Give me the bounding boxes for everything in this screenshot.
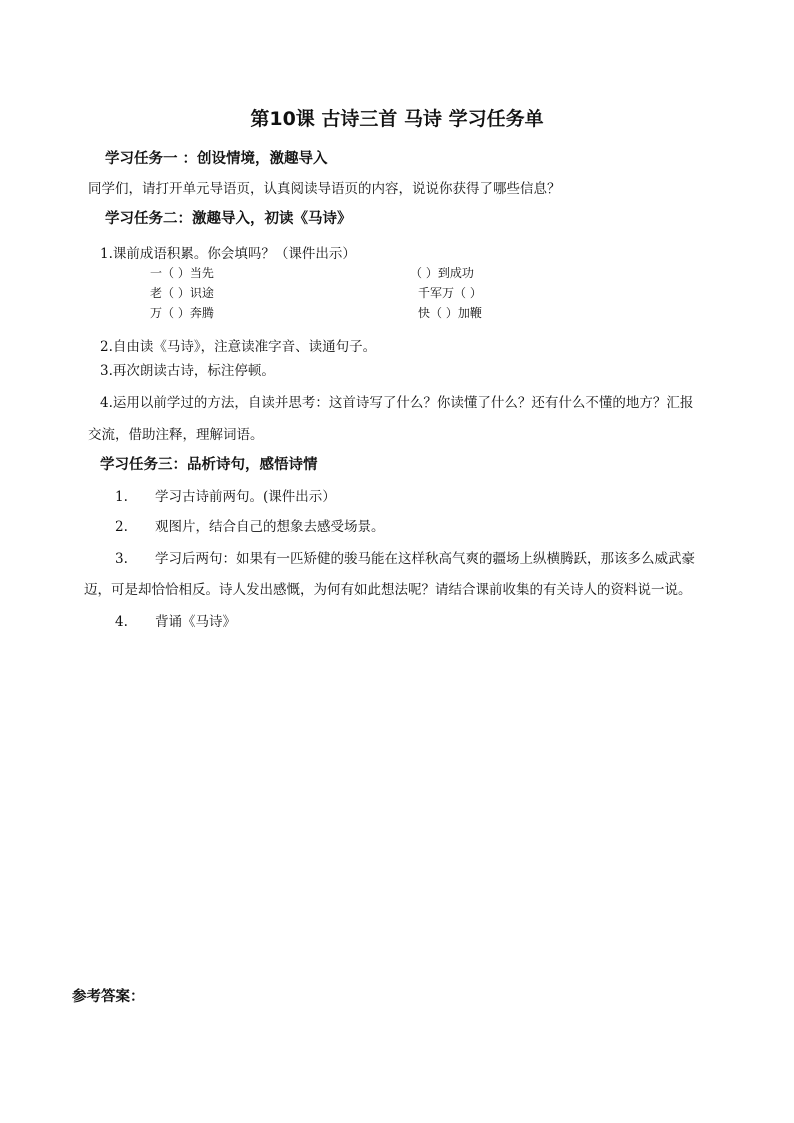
idiom-left-1: 一（ ）当先 xyxy=(150,266,214,280)
task3-item-3-text: 学习后两句：如果有一匹矫健的骏马能在这样秋高气爽的疆场上纵横腾跃，那该多么威武豪 xyxy=(155,551,695,567)
task3-item-1-num: 1. xyxy=(115,489,128,505)
task3-item-1-text: 学习古诗前两句。(课件出示） xyxy=(155,489,336,505)
task3-item-1 xyxy=(115,485,336,505)
task2-item2: 2.自由读《马诗》，注意读准字音、读通句子。 xyxy=(100,339,377,355)
task3-heading: 学习任务三：品析诗句，感悟诗情 xyxy=(100,457,318,473)
task3-item-3-line2: 迈，可是却恰恰相反。诗人发出感慨，为何有如此想法呢？请结合课前收集的有关诗人的资料说一说。 xyxy=(84,582,692,598)
page-title: 第10课 古诗三首 马诗 学习任务单 xyxy=(250,108,544,130)
task2-item4-line2: 交流，借助注释，理解词语。 xyxy=(88,427,264,443)
task2-item1: 1.课前成语积累。你会填吗？（课件出示） xyxy=(100,246,356,262)
task3-item-4 xyxy=(115,610,236,630)
task3-item-3 xyxy=(115,547,695,567)
task3-item-2 xyxy=(115,515,385,535)
answers-label: 参考答案： xyxy=(72,989,145,1005)
task2-item4-line1: 4.运用以前学过的方法，自读并思考：这首诗写了什么？你读懂了什么？还有什么不懂的地方？汇报 xyxy=(100,395,694,411)
task3-item-2-num: 2. xyxy=(115,519,128,535)
task3-item-2-text: 观图片，结合自己的想象去感受场景。 xyxy=(155,519,385,535)
idiom-right-3: 快（ ）加鞭 xyxy=(418,306,482,320)
task3-item-3-num: 3. xyxy=(115,551,128,567)
task2-heading: 学习任务二：激趣导入，初读《马诗》 xyxy=(105,211,352,227)
task3-item-4-text: 背诵《马诗》 xyxy=(155,614,236,630)
idiom-left-3: 万（ ）奔腾 xyxy=(150,306,214,320)
task1-heading: 学习任务一 ：创设情境，激趣导入 xyxy=(105,151,328,167)
task1-text: 同学们，请打开单元导语页，认真阅读导语页的内容，说说你获得了哪些信息？ xyxy=(88,181,561,197)
idiom-right-2: 千军万（ ） xyxy=(418,286,482,300)
idiom-right-1: （ ）到成功 xyxy=(410,266,474,280)
task3-item-4-num: 4. xyxy=(115,614,128,630)
task2-item3: 3.再次朗读古诗，标注停顿。 xyxy=(100,363,275,379)
idiom-left-2: 老（ ）识途 xyxy=(150,286,214,300)
